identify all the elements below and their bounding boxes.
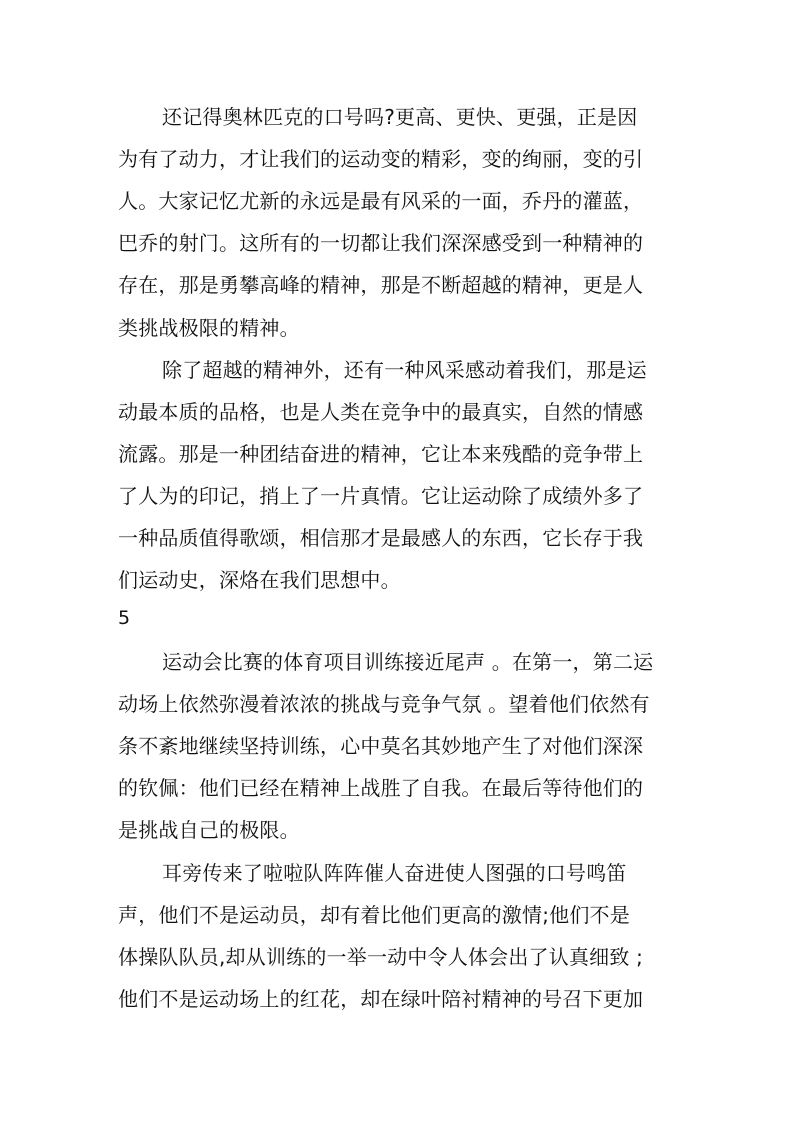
paragraph-3-line-1: 运动会比赛的体育项目训练接近尾声 。在第一，第二运 [162, 650, 654, 674]
paragraph-1-line-4: 巴乔的射门。这所有的一切都让我们深深感受到一种精神的 [118, 231, 644, 255]
paragraph-2-line-2: 动最本质的品格，也是人类在竞争中的最真实，自然的情感 [118, 400, 644, 424]
section-number: 5 [118, 607, 131, 629]
paragraph-1-line-1: 还记得奥林匹克的口号吗?更高、更快、更强，正是因 [162, 105, 638, 129]
paragraph-2-line-1: 除了超越的精神外，还有一种风采感动着我们，那是运 [162, 358, 647, 382]
paragraph-4-line-1: 耳旁传来了啦啦队阵阵催人奋进使人图强的口号鸣笛 [162, 861, 627, 885]
paragraph-3-line-5: 是挑战自己的极限。 [118, 818, 300, 842]
paragraph-3-line-4: 的钦佩：他们已经在精神上战胜了自我。在最后等待他们的 [118, 776, 644, 800]
paragraph-2-line-6: 们运动史，深烙在我们思想中。 [118, 568, 401, 592]
paragraph-1-line-3: 人。大家记忆尤新的永远是最有风采的一面，乔丹的灌蓝， [118, 189, 644, 213]
paragraph-4-line-3: 体操队队员,却从训练的一举一动中令人体会出了认真细致 ; [118, 945, 644, 969]
paragraph-4-line-2: 声，他们不是运动员，却有着比他们更高的激情;他们不是 [118, 903, 630, 927]
paragraph-2-line-3: 流露。那是一种团结奋进的精神，它让本来残酷的竞争带上 [118, 442, 644, 466]
paragraph-2-line-4: 了人为的印记，捎上了一片真情。它让运动除了成绩外多了 [118, 484, 644, 508]
paragraph-1-line-2: 为有了动力，才让我们的运动变的精彩，变的绚丽，变的引 [118, 147, 644, 171]
paragraph-1-line-6: 类挑战极限的精神。 [118, 316, 300, 340]
paragraph-3-line-2: 动场上依然弥漫着浓浓的挑战与竞争气氛 。望着他们依然有 [118, 692, 650, 716]
paragraph-1-line-5: 存在，那是勇攀高峰的精神，那是不断超越的精神，更是人 [118, 273, 644, 297]
paragraph-4-line-4: 他们不是运动场上的红花，却在绿叶陪衬精神的号召下更加 [118, 987, 644, 1011]
paragraph-2-line-5: 一种品质值得歌颂，相信那才是最感人的东西，它长存于我 [118, 526, 644, 550]
paragraph-3-line-3: 条不紊地继续坚持训练，心中莫名其妙地产生了对他们深深 [118, 734, 644, 758]
